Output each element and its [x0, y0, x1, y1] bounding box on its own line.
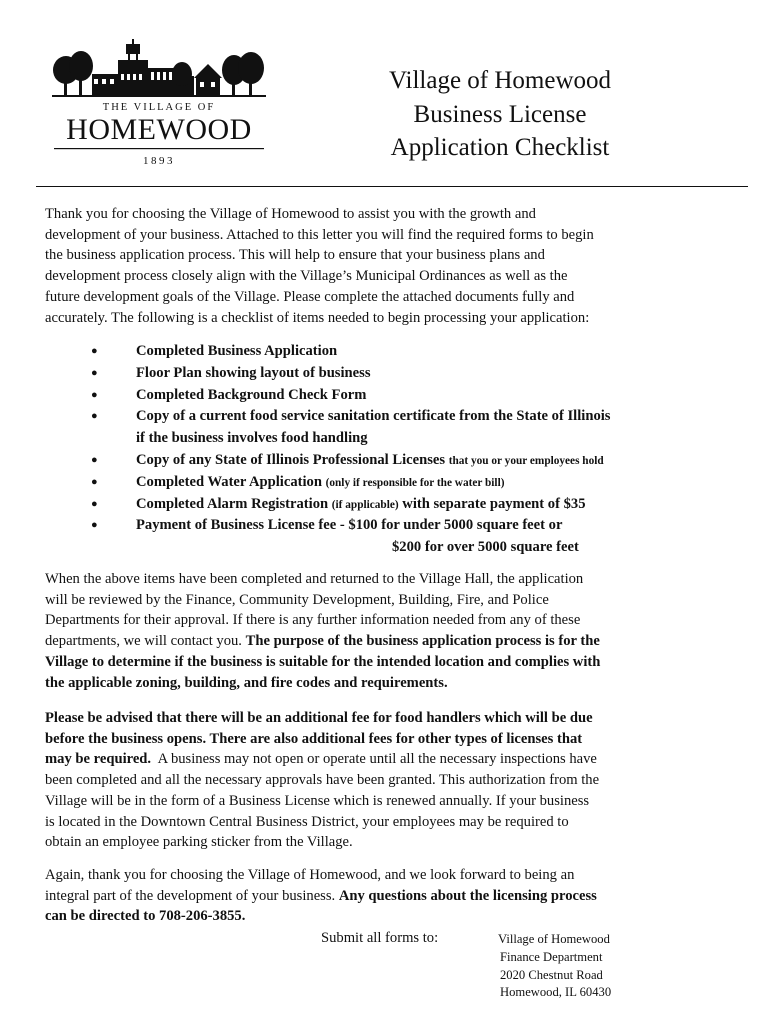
bullet-icon: ● [91, 475, 98, 488]
mailing-address [500, 931, 611, 1002]
paragraph-line: is located in the Downtown Central Business District, your employees may be required to [45, 813, 569, 830]
paragraph-line [45, 886, 735, 907]
checklist-item-note: (if applicable) [331, 498, 399, 511]
intro-line: the business application process. This will help to ensure that your business plans and [45, 247, 545, 264]
checklist-item [0, 341, 770, 363]
checklist-item-text: Copy of a current food service sanitation certificate from the State of Illinois [136, 408, 611, 425]
logo-year: 1893 [143, 155, 175, 167]
header-divider [36, 186, 748, 187]
checklist-item-text [136, 494, 586, 517]
checklist-item [0, 363, 770, 385]
paragraph-line: Again, thank you for choosing the Village of Homewood, and we look forward to being an [45, 867, 575, 883]
title-line: Village of Homewood [388, 67, 612, 94]
paragraph-line [45, 673, 735, 694]
paragraph-text: A business may not open or operate until all the necessary inspections have [151, 751, 597, 768]
paragraph-emphasis: Village to determine if the business is suitable for the intended location and complies with [45, 653, 601, 670]
checklist-item [0, 406, 770, 450]
bullet-icon: ● [91, 410, 98, 423]
checklist-item-text: if the business involves food handling [136, 430, 368, 447]
paragraph-line [45, 708, 735, 729]
paragraph-line: Departments for their approval. If there is any further information needed from any of these [45, 612, 581, 629]
checklist-item-note: (only if responsible for the water bill) [325, 476, 505, 489]
paragraph-text: departments, we will contact you. [45, 633, 246, 650]
submit-label: Submit all forms to: [321, 930, 439, 946]
closing-paragraph [45, 865, 735, 927]
checklist-item [0, 472, 770, 494]
logo-wordmark: HOMEWOOD [66, 113, 252, 146]
paragraph-emphasis: the applicable zoning, building, and fire codes and requirements. [45, 674, 448, 691]
paragraph-line [45, 906, 735, 927]
paragraph-line [45, 729, 735, 750]
bullet-icon: ● [91, 388, 98, 401]
checklist-item-tail: with separate payment of $35 [402, 495, 586, 512]
paragraph-line [45, 631, 735, 652]
bullet-icon: ● [91, 453, 98, 466]
review-paragraph [45, 569, 735, 693]
contact-phone: can be directed to 708-206-3855. [45, 908, 246, 925]
checklist-item-text: Floor Plan showing layout of business [136, 364, 371, 381]
paragraph-emphasis: Please be advised that there will be an additional fee for food handlers which will be due [45, 710, 593, 726]
paragraph-emphasis: The purpose of the business application process is for the [245, 633, 600, 650]
checklist-item [0, 450, 770, 472]
paragraph-line: been completed and all the necessary approvals have been granted. This authorization from the [45, 772, 600, 789]
checklist-item-text [136, 450, 604, 473]
bullet-icon: ● [91, 366, 98, 379]
bullet-icon: ● [91, 345, 98, 357]
checklist-item-text: Completed Business Application [136, 343, 338, 359]
fees-paragraph [45, 708, 735, 853]
requirements-checklist [0, 341, 770, 559]
intro-line: development of your business. Attached to this letter you will find the required forms to begin [45, 226, 594, 243]
logo-subtitle: THE VILLAGE OF [102, 102, 216, 113]
paragraph-line: will be reviewed by the Finance, Community Development, Building, Fire, and Police [45, 591, 549, 608]
paragraph-emphasis: Any questions about the licensing process [338, 887, 597, 904]
checklist-item-note: that you or your employees hold [448, 454, 604, 467]
address-line: Village of Homewood [498, 932, 610, 946]
address-line: 2020 Chestnut Road [500, 967, 603, 982]
bullet-icon: ● [91, 497, 98, 510]
paragraph-emphasis: before the business opens. There are also additional fees for other types of licenses that [45, 730, 583, 747]
paragraph-line: Village will be in the form of a Business License which is renewed annually. If your business [45, 792, 590, 809]
checklist-item-text: $200 for over 5000 square feet [392, 539, 579, 556]
checklist-item-text: Completed Background Check Form [136, 386, 367, 403]
checklist-item-text: Payment of Business License fee - $100 for under 5000 square feet or [136, 517, 563, 534]
checklist-item-main: Copy of any State of Illinois Professional Licenses [136, 451, 446, 468]
address-line: Finance Department [500, 949, 603, 964]
paragraph-line [45, 749, 735, 770]
checklist-item-main: Completed Alarm Registration [136, 495, 329, 512]
title-line: Application Checklist [390, 134, 610, 161]
bullet-icon: ● [91, 519, 98, 532]
paragraph-text: integral part of the development of your business. [45, 887, 339, 904]
paragraph-line: When the above items have been completed and returned to the Village Hall, the application [45, 571, 584, 587]
village-logo [48, 38, 270, 172]
document-title [330, 64, 670, 165]
checklist-item-text [136, 472, 504, 495]
intro-paragraph [45, 204, 735, 328]
intro-line: development process closely align with the Village’s Municipal Ordinances as well as the [45, 268, 568, 285]
paragraph-emphasis: may be required. [45, 751, 152, 768]
paragraph-line: obtain an employee parking sticker from the Village. [45, 834, 353, 851]
checklist-item-main: Completed Water Application [136, 473, 322, 490]
title-line: Business License [413, 100, 587, 128]
intro-line: Thank you for choosing the Village of Homewood to assist you with the growth and [45, 206, 536, 222]
checklist-item [0, 494, 770, 516]
intro-line: accurately. The following is a checklist of items needed to begin processing your application: [45, 309, 590, 326]
paragraph-line [45, 652, 735, 673]
intro-line: future development goals of the Village. Please complete the attached documents fully and [45, 288, 575, 305]
checklist-item [0, 515, 770, 559]
address-line: Homewood, IL 60430 [500, 985, 612, 1000]
checklist-item [0, 385, 770, 407]
